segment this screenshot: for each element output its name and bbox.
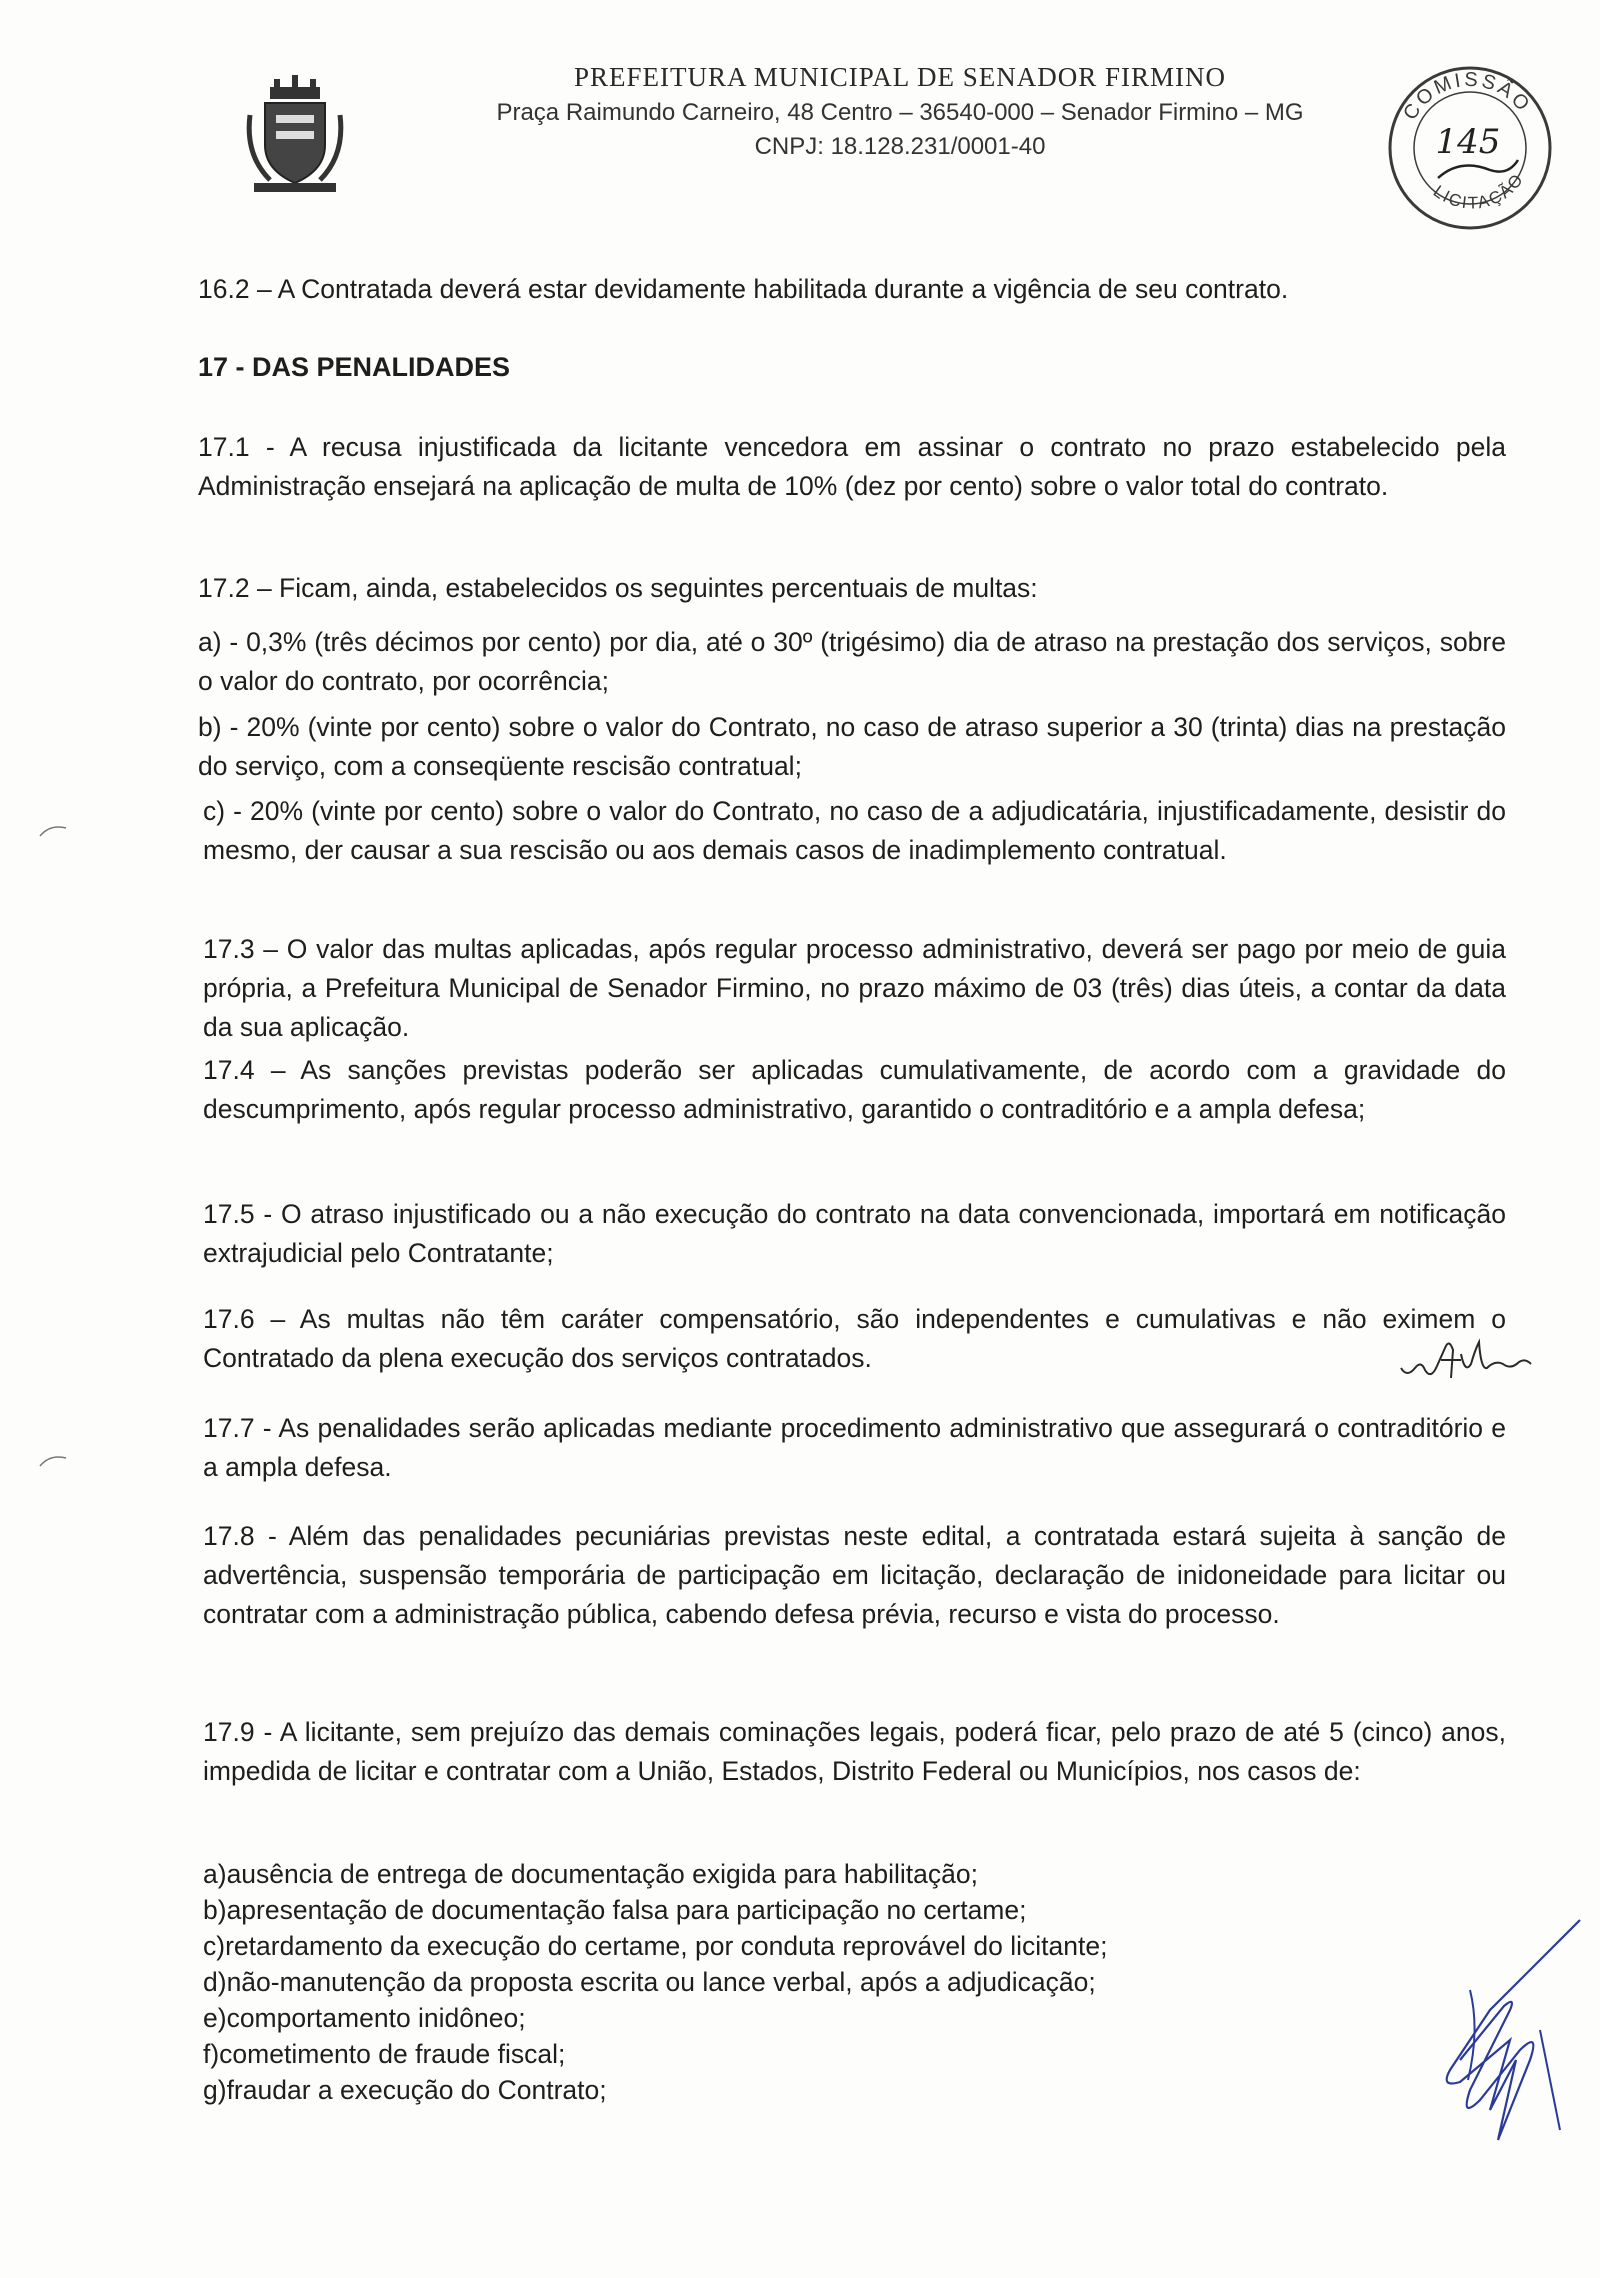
stamp-ring-top: COMISSÃO [1399, 68, 1536, 125]
list-item: a)ausência de entrega de documentação exigida para habilitação; [203, 1859, 978, 1889]
clause-17-5: 17.5 - O atraso injustificado ou a não execução do contrato na data convencionada, importará em notificação extrajudicial pelo Contratante; [203, 1199, 1506, 1268]
clause-17-2-a: a) - 0,3% (três décimos por cento) por dia, até o 30º (trigésimo) dia de atraso na prestação dos serviços, sobre o valor do contrato, por ocorrência; [198, 627, 1506, 696]
signature [1420, 1910, 1590, 2150]
section-heading-17: 17 - DAS PENALIDADES [198, 352, 511, 382]
margin-mark [38, 820, 68, 840]
list-item: c)retardamento da execução do certame, por conduta reprovável do licitante; [203, 1931, 1108, 1961]
list-item: e)comportamento inidôneo; [203, 2003, 526, 2033]
clause-17-2-c: c) - 20% (vinte por cento) sobre o valor do Contrato, no caso de a adjudicatária, injustificadamente, desistir do mesmo, der causar a sua rescisão ou aos demais casos de inadimplemento contratual. [203, 796, 1506, 865]
clause-17-2: 17.2 – Ficam, ainda, estabelecidos os seguintes percentuais de multas: [198, 573, 1038, 603]
clause-17-6: 17.6 – As multas não têm caráter compensatório, são independentes e cumulativas e não eximem o Contratado da plena execução dos serviços contratados. [203, 1304, 1506, 1373]
clause-17-4: 17.4 – As sanções previstas poderão ser aplicadas cumulativamente, de acordo com a gravidade do descumprimento, após regular processo administrativo, garantido o contraditório e a ampla defesa; [203, 1055, 1506, 1124]
list-item: f)cometimento de fraude fiscal; [203, 2039, 566, 2069]
clause-17-2-b: b) - 20% (vinte por cento) sobre o valor do Contrato, no caso de atraso superior a 30 (trinta) dias na prestação do serviço, com a conseqüente rescisão contratual; [198, 712, 1506, 781]
address-line: Praça Raimundo Carneiro, 48 Centro – 36540-000 – Senador Firmino – MG [496, 99, 1304, 126]
list-item: g)fraudar a execução do Contrato; [203, 2075, 607, 2105]
clause-17-7: 17.7 - As penalidades serão aplicadas mediante procedimento administrativo que assegurará o contraditório e a ampla defesa. [203, 1413, 1506, 1482]
stamp-page-number: 145 [1435, 122, 1501, 162]
clause-16-2: 16.2 – A Contratada deverá estar devidamente habilitada durante a vigência de seu contrato. [198, 274, 1289, 304]
clause-17-9: 17.9 - A licitante, sem prejuízo das demais cominações legais, poderá ficar, pelo prazo de até 5 (cinco) anos, impedida de licitar e contratar com a União, Estados, Distrito Federal ou Municípios, nos casos de: [203, 1717, 1506, 1786]
clause-17-1: 17.1 - A recusa injustificada da licitante vencedora em assinar o contrato no prazo estabelecido pela Administração ensejará na aplicação de multa de 10% (dez por cento) sobre o valor total do contrato. [198, 432, 1506, 501]
handwritten-initials [1395, 1330, 1535, 1390]
stamp-ring-bottom: LICITAÇÃO [1429, 169, 1528, 213]
list-item: b)apresentação de documentação falsa para participação no certame; [203, 1895, 1027, 1925]
clause-17-8: 17.8 - Além das penalidades pecuniárias previstas neste edital, a contratada estará sujeita à sanção de advertência, suspensão temporária de participação em licitação, declaração de inidoneidade para licitar ou contratar com a administração pública, cabendo defesa prévia, recurso e vista do processo. [203, 1521, 1506, 1629]
clause-17-3: 17.3 – O valor das multas aplicadas, após regular processo administrativo, deverá ser pago por meio de guia própria, a Prefeitura Municipal de Senador Firmino, no prazo máximo de 03 (três) dias úteis, a contar da data da sua aplicação. [203, 934, 1506, 1042]
margin-mark [38, 1450, 68, 1470]
cnpj-line: CNPJ: 18.128.231/0001-40 [754, 133, 1046, 160]
list-item: d)não-manutenção da proposta escrita ou lance verbal, após a adjudicação; [203, 1967, 1096, 1997]
municipality-title: PREFEITURA MUNICIPAL DE SENADOR FIRMINO [573, 62, 1227, 92]
